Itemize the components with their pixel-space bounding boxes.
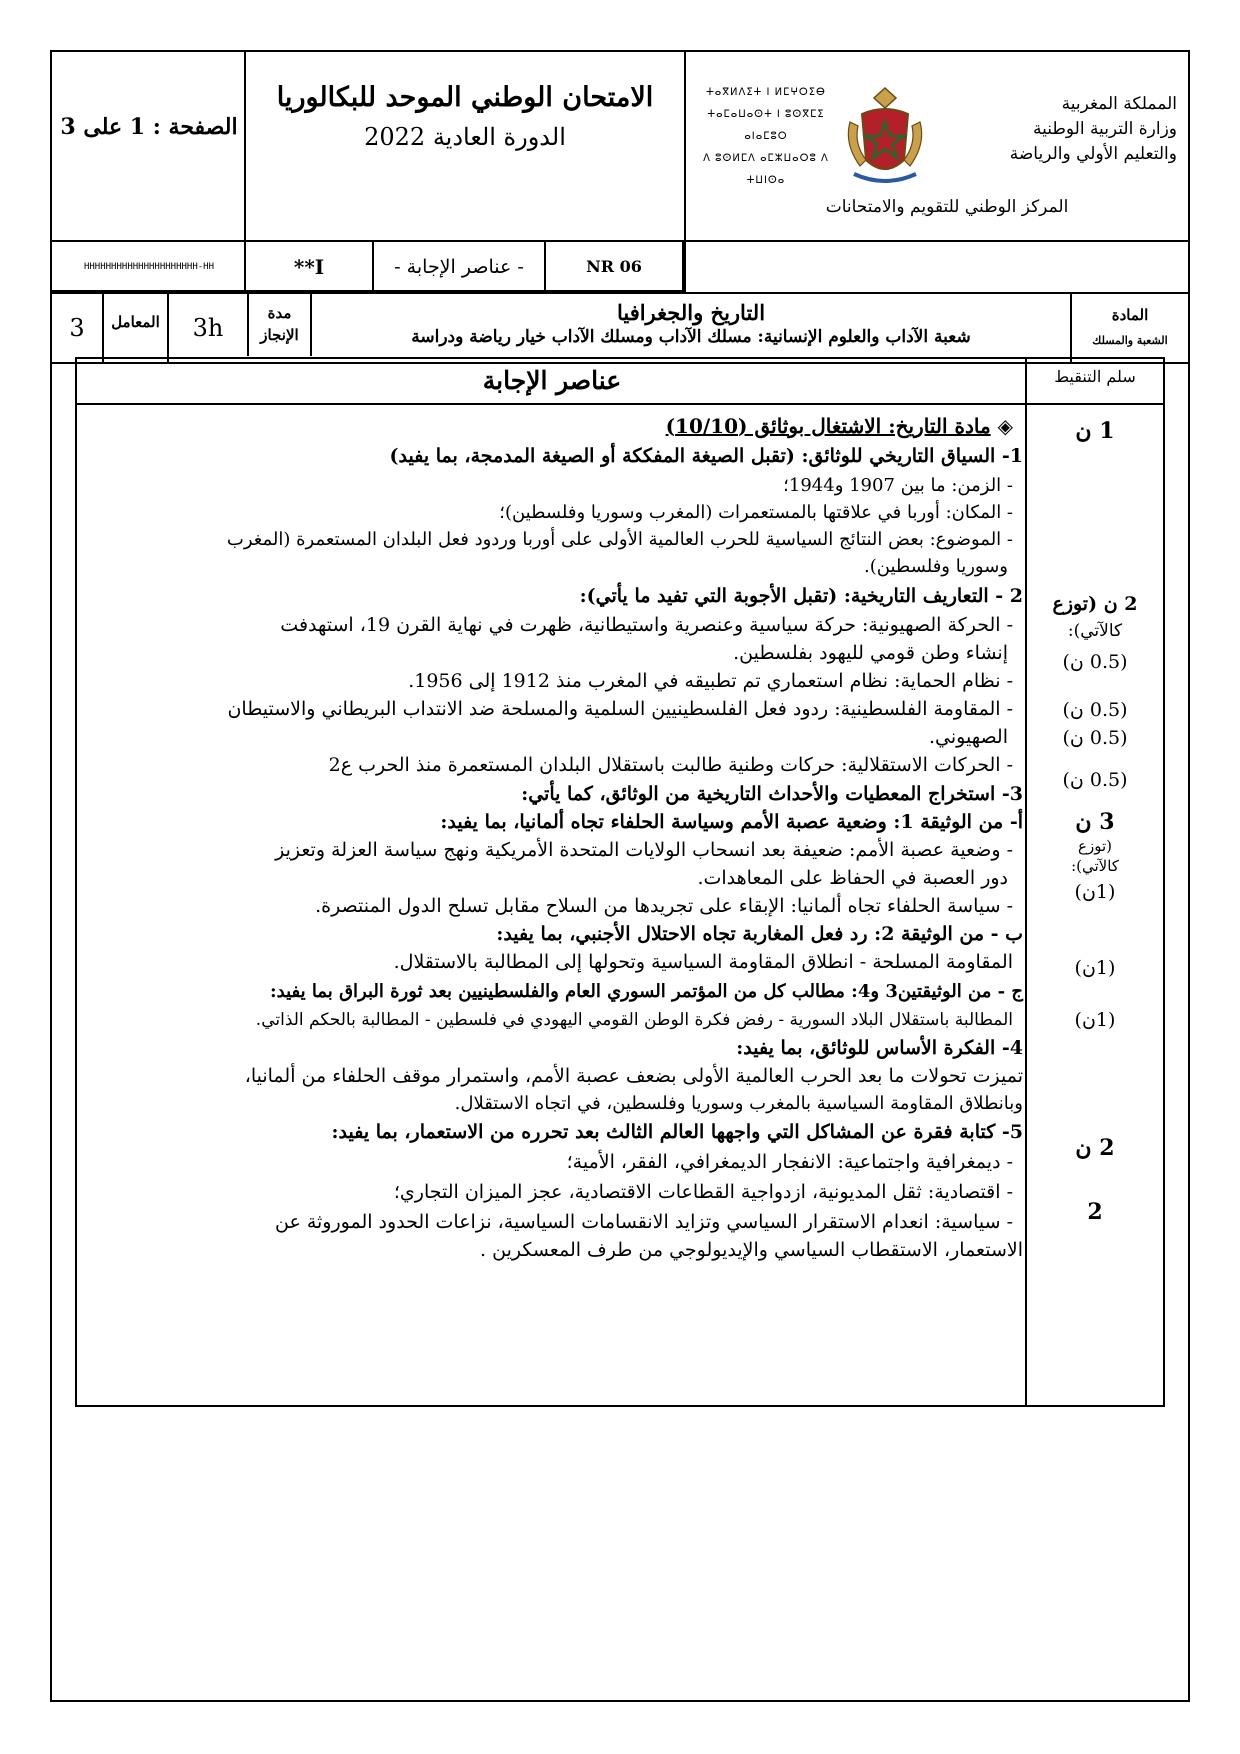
q5-demographic: - ديمغرافية واجتماعية: الانفجار الديمغرافي، الفقر، الأمية؛ [566, 1151, 1013, 1173]
duration-value: 3h [167, 294, 247, 362]
q5-political: - سياسية: انعدام الاستقرار السياسي وتزايد الانقسامات السياسية، نزاعات الحدود الموروثة عن [274, 1211, 1013, 1233]
q2-protectorate: - نظام الحماية: نظام استعماري تم تطبيقه في المغرب منذ 1912 إلى 1956. [408, 670, 1013, 692]
code-elements: - عناصر الإجابة - [374, 242, 546, 292]
score-q2-dist: كالآتي): [1067, 621, 1123, 641]
q1-title: 1- السياق التاريخي للوثائق: (تقبل الصيغة المفككة أو الصيغة المدمجة، بما يفيد) [389, 445, 1023, 467]
q3c-answer: المطالبة باستقلال البلاد السورية - رفض فكرة الوطن القومي اليهودي في فلسطين - المطالبة بالحكم الذاتي. [255, 1010, 1013, 1030]
q3a-allies: - سياسة الحلفاء تجاه ألمانيا: الإبقاء على تجريدها من السلاح مقابل تسلح الدول المنتصرة. [315, 895, 1013, 917]
score-q3-b: (1ن) [1074, 957, 1116, 979]
q3a-title: أ- من الوثيقة 1: وضعية عصبة الأمم وسياسة الحلفاء تجاه ألمانيا، بما يفيد: [440, 811, 1023, 833]
score-q2-b: (0.5 ن) [1062, 699, 1128, 721]
diamond-icon: ◈ [990, 414, 1013, 438]
q4-line-2: وبانطلاق المقاومة السياسية بالمغرب وسوريا وفلسطين، في اتجاه الاستقلال. [454, 1093, 1023, 1114]
section-title: ◈ مادة التاريخ: الاشتغال بوثائق (10/10) [665, 414, 1013, 438]
code-hash: HHHHHHHHHHHHHHHHHHHHH-HH [83, 262, 215, 272]
branch-name: شعبة الآداب والعلوم الإنسانية: مسلك الآداب ومسلك الآداب خيار رياضة ودراسة [411, 327, 971, 347]
q2-resistance-cont: الصهيوني. [928, 726, 1008, 748]
score-q3-a: (1ن) [1074, 881, 1116, 903]
score-q2-a: (0.5 ن) [1062, 651, 1128, 673]
score-q2-c: (0.5 ن) [1062, 727, 1128, 749]
q1-topic-cont: وسوريا وفلسطين). [864, 556, 1008, 577]
score-q3: 3 ن [1075, 809, 1115, 835]
q1-time: - الزمن: ما بين 1907 و1944؛ [783, 475, 1013, 496]
tifinagh-block: ⵜⴰⴳⵍⴷⵉⵜ ⵏ ⵍⵎⵖⵔⵉⴱ ⵜⴰⵎⴰⵡⴰⵙⵜ ⵏ ⵓⵙⴳⵎⵉ ⴰⵏⴰⵎⵓⵔ ⴷ ⵓⵙⵍⵎⴷ ⴰⵎⵣⵡⴰⵔⵓ ⴷ ⵜⵡⵏⵙⴰ [703, 87, 829, 186]
page-number: الصفحة : 1 على 3 [60, 114, 238, 140]
score-q3-c: (1ن) [1074, 1009, 1116, 1031]
q3c-title: ج - من الوثيقتين3 و4: مطالب كل من المؤتمر السوري العام والفلسطينيين بعد ثورة البراق بما يفيد: [270, 981, 1023, 1002]
q3b-answer: المقاومة المسلحة - انطلاق المقاومة السياسية وتحولها إلى المطالبة بالاستقلال. [393, 951, 1013, 973]
code-i: **I [246, 242, 374, 292]
q3a-league: - وضعية عصبة الأمم: ضعيفة بعد انسحاب الولايات المتحدة الأمريكية ونهج سياسة العزلة وتعزيز [275, 839, 1013, 861]
answer-table [75, 357, 1165, 1407]
q2-zionism-cont: إنشاء وطن قومي لليهود بفلسطين. [733, 642, 1008, 664]
score-q2: 2 ن (توزع [1052, 593, 1138, 615]
score-q4: 2 ن [1075, 1135, 1115, 1161]
score-header: سلم التنقيط [1054, 367, 1136, 386]
q2-title: 2 - التعاريف التاريخية: (تقبل الأجوبة التي تفيد ما يأتي): [579, 585, 1023, 607]
q2-independence: - الحركات الاستقلالية: حركات وطنية طالبت باستقلال البلدان المستعمرة منذ الحرب ع2 [328, 754, 1013, 776]
q5-political-cont: الاستعمار، الاستقطاب السياسي والإيديولوجي من طرف المعسكرين . [480, 1239, 1023, 1261]
code-nr: NR 06 [546, 242, 684, 292]
score-q2-d: (0.5 ن) [1062, 769, 1128, 791]
q2-zionism: - الحركة الصهيونية: حركة سياسية وعنصرية واستيطانية، ظهرت في نهاية القرن 19، استهدفت [280, 614, 1013, 636]
q4-line-1: تميزت تحولات ما بعد الحرب العالمية الأولى بضعف عصبة الأمم، واستمرار موقف الحلفاء من ألمانيا، [244, 1065, 1023, 1087]
table-title: عناصر الإجابة [482, 366, 622, 395]
subject-row [52, 292, 1188, 364]
q3-title: 3- استخراج المعطيات والأحداث التاريخية من الوثائق، كما يأتي: [521, 783, 1023, 805]
subject-cell [312, 294, 1072, 362]
q2-resistance: - المقاومة الفلسطينية: ردود فعل الفلسطينيين السلمية والمسلحة ضد الانتداب البريطاني والاستيطان [227, 698, 1013, 720]
score-q3-dist: (توزع [1078, 837, 1112, 855]
subject-labels: المادة الشعبة والمسلك [1092, 306, 1168, 347]
exam-session: الدورة العادية 2022 [364, 123, 566, 151]
score-q1: 1 ن [1075, 418, 1115, 444]
q1-topic: - الموضوع: بعض النتائج السياسية للحرب العالمية الأولى على أوربا وردود فعل البلدان المستعمرة (المغرب [226, 529, 1013, 550]
q3a-league-cont: دور العصبة في الحفاظ على المعاهدات. [697, 867, 1008, 889]
coat-of-arms-emblem [840, 82, 930, 192]
coef-label: المعامل [102, 294, 167, 362]
coef-value: 3 [69, 314, 85, 342]
q5-title: 5- كتابة فقرة عن المشاكل التي واجهها العالم الثالث بعد تحرره من الاستعمار، بما يفيد: [331, 1121, 1023, 1143]
score-q5: 2 [1087, 1199, 1103, 1225]
center-name: المركز الوطني للتقويم والامتحانات [825, 197, 1069, 217]
score-q3-dist-2: كالآتي): [1071, 857, 1119, 875]
q5-economic: - اقتصادية: ثقل المديونية، ازدواجية القطاعات الاقتصادية، عجز الميزان التجاري؛ [393, 1181, 1013, 1203]
q3b-title: ب - من الوثيقة 2: رد فعل المغاربة تجاه الاحتلال الأجنبي، بما يفيد: [496, 923, 1023, 945]
q4-title: 4- الفكرة الأساس للوثائق، بما يفيد: [736, 1037, 1023, 1059]
duration-label: مدة الإنجاز [247, 294, 312, 356]
ministry-block: المملكة المغربية وزارة التربية الوطنية والتعليم الأولي والرياضة [1009, 94, 1177, 164]
q1-place: - المكان: أوربا في علاقتها بالمستعمرات (المغرب وسوريا وفلسطين)؛ [499, 502, 1013, 523]
subject-title: التاريخ والجغرافيا [616, 300, 766, 325]
exam-title: الامتحان الوطني الموحد للبكالوريا [276, 82, 654, 113]
